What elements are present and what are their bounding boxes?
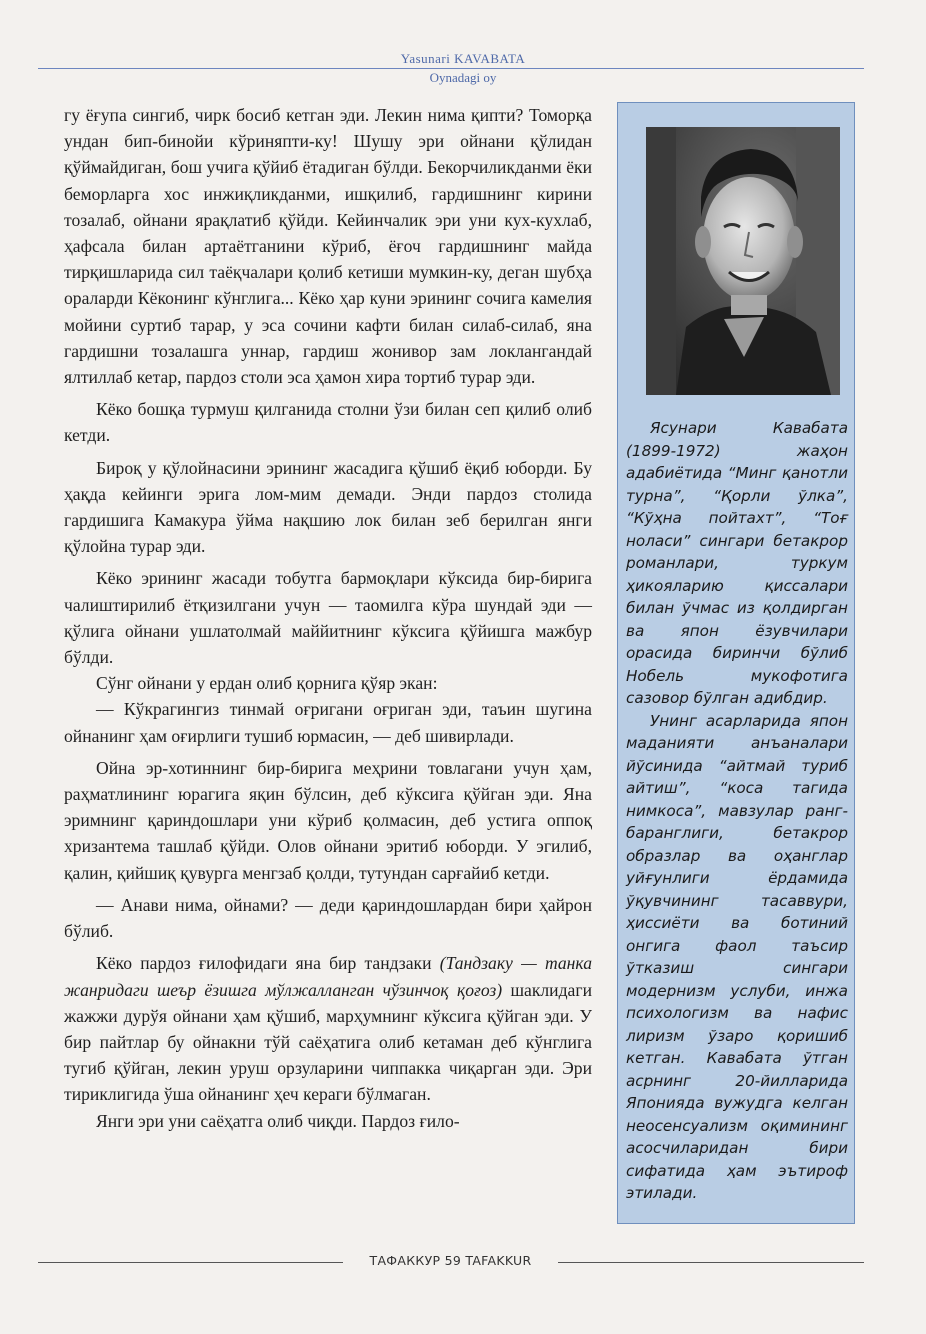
paragraph-9-italic-note: (Тандзаку — танка жанридаги шеър ёзишга мўлжалланган чўзинчоқ қоғоз) [64,953,592,1000]
paragraph-5: Сўнг ойнани у ердан олиб қорнига қўяр экан: [96,673,438,694]
paragraph-3: Бироқ у қўлойнасини эрининг жасадига қўшиб ёқиб юборди. Бу ҳақда кейинги эрига лом-мим демади. Энди пардоз столида гардишига Камакура ўйма нақшию лок билан зеб берилган янги қўлойна турар эди. [64,457,592,557]
caption-paragraph-2: Унинг асарларида япон маданияти анъаналари йўсинида “айтмай туриб айтиш”, “коса тагида нимкоса”, мавзулар ранг-баранглиги, бетакрор образлар ва оҳанглар уйғунлиги ёрдамида ўқувчининг тасаввури, ҳиссиёти ва ботиний онгига фаол таъсир ўтказиш сингари модернизм услуби, инжа психологизм ва нафис лиризм ўзаро қоришиб кетган. Кавабата ўтган асрнинг 20-йилларида Японияда вужудга келган неосенсуализм оқимининг асосчиларидан бири сифатида ҳам эътироф этилади. [626,711,848,1202]
author-sidebar [617,102,855,1224]
paragraph-8: — Анави нима, ойнами? — деди қариндошлардан бири ҳайрон бўлиб. [64,894,592,942]
paragraph-9 [64,950,592,1107]
header-author: Yasunari KAVABATA [400,51,526,66]
portrait-image [646,127,840,395]
footer-page-label: ТАФАККУР 59 TAFAKKUR [369,1253,532,1268]
paragraph-9-text-a: Кёко пардоз ғилофидаги яна бир тандзаки [96,953,440,974]
paragraph-2: Кёко бошқа турмуш қилганида столни ўзи билан сеп қилиб олиб кетди. [64,399,592,446]
author-caption [626,417,848,1205]
paragraph-7: Ойна эр-хотиннинг бир-бирига меҳрини товлагани учун ҳам, раҳматлининг юрагига яқин бўлсин, деб кўксига қўйган эди. Яна эримнинг қариндошлари уни кўриб қолмасин, деб устига оппоқ хризантема ташлаб қўйди. Олов ойнани эритиб юборди. У эгилиб, қалин, қийшиқ қувурга менгзаб қолди, тутундан сарғайиб кетди. [64,757,592,883]
footer-rule-right [558,1262,864,1263]
footer-rule-left [38,1262,343,1263]
header-rule [38,68,864,69]
header-title: Oynadagi oy [429,70,497,85]
author-photo [646,127,840,395]
page-footer [0,1248,926,1278]
caption-paragraph-1: Ясунари Кавабата (1899-1972) жаҳон адабиётида “Минг қанотли турна”, “Қорли ўлка”, “Кўҳна пойтахт”, “Тоғ ноласи” сингари бетакрор романлари, туркум ҳикояларию қиссалари билан ўчмас из қолдирган ва япон ёзувчилари орасида биринчи бўлиб Нобель мукофотига сазовор бўлган адибдир. [626,419,848,707]
paragraph-1: гу ёғупа сингиб, чирк босиб кетган эди. Лекин нима қипти? Томорқа ундан бип-бинойи кўриняпти-ку! Шушу эри ойнани қўлидан қўймайдиган, бош учига қўйиб ётадиган бўлди. Бекорчиликданми ёки беморларга хос инжиқликданми, ишқилиб, гардишнинг кирини тозалаб, ойнани ярақлатиб қўйди. Кейинчалик эри уни кух-кухлаб, ҳафсала билан артаётганини кўриб, ёғоч гардишнинг майда тирқишларида сил таёқчалари қолиб кетиши мумкин-ку, деган шубҳа ораларди Кёконинг кўнглига... Кёко ҳар куни эрининг сочига камелия мойини суртиб тарар, у эса сочини кафти билан силаб-силаб, яна гардишни тозалашга уннар, гардиш жонивор зам локлангандай ялтиллаб кетар, пардоз столи эса ҳамон хира тортиб турар эди. [64,105,592,388]
paragraph-6: — Кўкрагингиз тинмай оғригани оғриган эди, таъин шугина ойнанинг ҳам оғирлиги тушиб юрмасин, — деб шивирлади. [64,699,592,746]
paragraph-10: Янги эри уни саёҳатга олиб чиқди. Пардоз ғило- [96,1110,460,1131]
paragraph-9-text-b: шаклидаги жажжи дурўя ойнани ҳам қўшиб, марҳумнинг кўксига қўйган эди. У бир пайтлар бу ойнакни тўй саёҳатига олиб кетаман деб кўнглига тугиб қўйган, лекин уруш орзуларини чиппакка чиқарган эди. Эри тириклигида ўша ойнанинг ҳеч кераги бўлмаган. [64,979,592,1105]
paragraph-4: Кёко эрининг жасади тобутга бармоқлари кўксида бир-бирига чалиштирилиб ётқизилгани учун — таомилга кўра шундай эди — қўлига ойнани ушлатолмай маййитнинг кўксига қўйишга мажбур бўлди. [64,568,592,668]
article-body [64,102,592,1140]
